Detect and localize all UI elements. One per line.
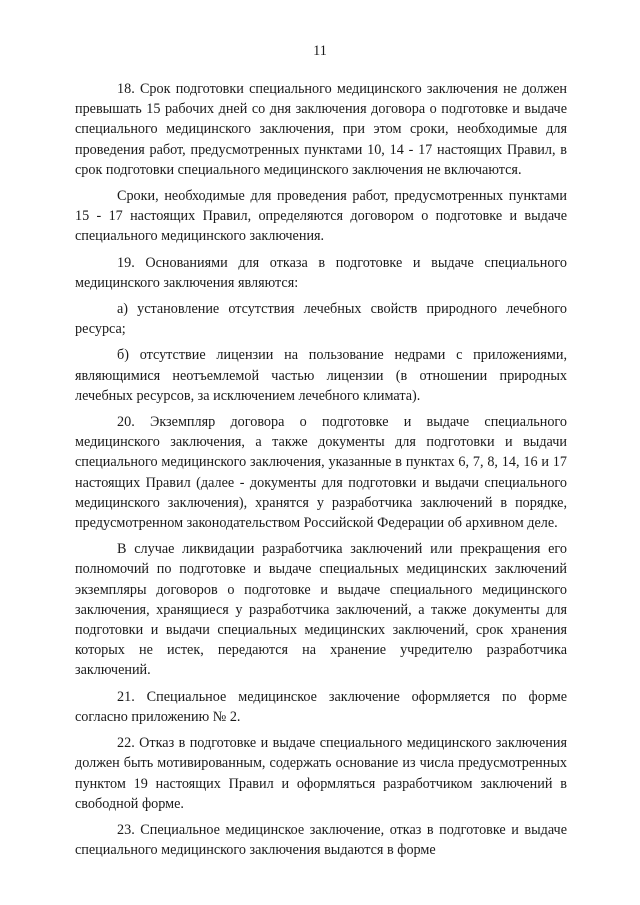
- paragraph-18-deadlines: Сроки, необходимые для проведения работ, предусмотренных пунктами 15 - 17 настоящих Правил, определяются договором о подготовке и выдаче специального медицинского заключения.: [75, 188, 567, 245]
- paragraph-23: 23. Специальное медицинское заключение, отказ в подготовке и выдаче специального медицинского заключения выдаются в форме: [75, 821, 567, 859]
- paragraph-19: 19. Основаниями для отказа в подготовке и выдаче специального медицинского заключения являются:: [75, 254, 567, 291]
- paragraph-22: 22. Отказ в подготовке и выдаче специального медицинского заключения должен быть мотивированным, содержать основание из числа предусмотренных пунктом 19 настоящих Правил и оформляться разработчиком заключений в свободной форме.: [75, 735, 567, 812]
- page-number: 11: [313, 43, 327, 59]
- paragraph-21: 21. Специальное медицинское заключение оформляется по форме согласно приложению № 2.: [75, 688, 567, 725]
- paragraph-20: 20. Экземпляр договора о подготовке и выдаче специального медицинского заключения, а также документы для подготовки и выдачи специального медицинского заключения, указанные в пунктах 6, 7, 8, 14, 16 и 17 настоящих Правил (далее - документы для подготовки и выдачи специального медицинского заключения), хранятся у разработчика заключений в порядке, предусмотренном законодательством Российской Федерации об архивном деле.: [75, 414, 567, 532]
- paragraph-19-b: б) отсутствие лицензии на пользование недрами с приложениями, являющимися неотъемлемой частью лицензии (в отношении природных лечебных ресурсов, за исключением лечебного климата).: [75, 347, 567, 404]
- paragraph-19-a: а) установление отсутствия лечебных свойств природного лечебного ресурса;: [75, 301, 567, 338]
- paragraph-18: 18. Срок подготовки специального медицинского заключения не должен превышать 15 рабочих дней со дня заключения договора о подготовке и выдаче специального медицинского заключения, при этом сроки, необходимые для проведения работ, предусмотренных пунктами 10, 14 - 17 настоящих Правил, в срок подготовки специального медицинского заключения не включаются.: [75, 81, 567, 178]
- document-body: [75, 79, 567, 866]
- paragraph-20-liquidation: В случае ликвидации разработчика заключений или прекращения его полномочий по подготовке и выдаче специальных медицинских заключений экземпляры договоров о подготовке и выдаче специального медицинского заключения, хранящиеся у разработчика заключений, а также документы для подготовки и выдачи специальных медицинских заключений, срок хранения которых не истек, передаются на хранение учредителю разработчика заключений.: [75, 541, 567, 679]
